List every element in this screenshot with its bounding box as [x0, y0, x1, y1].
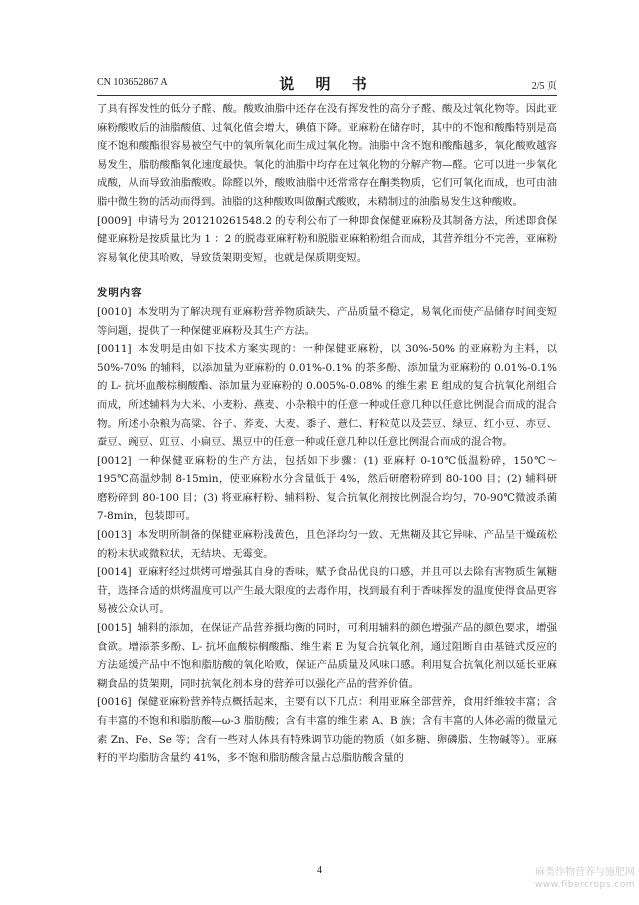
watermark-url: www.fibercrops.com — [535, 880, 635, 890]
paragraph-text: 了具有挥发性的低分子醛、酸。酸败油脂中还存在没有挥发性的高分子醛、酸及过氧化物等。因此亚麻粉酸败后的油脂酸值、过氧化值会增大，碘值下降。亚麻粉在储存时，其中的不饱和酸酯特别是高度不饱和酸酯很容易被空气中的氧所氧化而生成过氧化物。油脂中含不饱和酸酯越多，氧化酸败越容易发生，脂肪酸酯氧化速度最快。氧化的油脂中均存在过氧化物的分解产物—醛。它可以进一步氧化成酸，从而导致油脂酸败。除醛以外，酸败油脂中还常常存在酮类物质，它们可氧化而成，也可由油脂中微生物的活动而得到。油脂的这种酸败叫做酮式酸败，未精制过的油脂易发生这种酸败。 — [97, 103, 557, 208]
paragraph-text: 申请号为 201210261548.2 的专利公布了一种即食保健亚麻粉及其制备方法，所述即食保健亚麻粉是按质量比为 1 ：2 的脱毒亚麻籽粉和脱脂亚麻粕粉组合而成，其营养组分不完善，亚麻粉容易氧化使其哈败，导致货架期变短，也就是保质期变短。 — [97, 214, 557, 264]
paragraph-text: 一种保健亚麻粉的生产方法，包括如下步骤：(1) 亚麻籽 0-10℃低温粉碎，150℃～195℃高温炒制 8-15min，使亚麻粉水分含量低于 4%，然后研磨粉碎到 80-100 目；(2) 辅料研磨粉碎到 80-100 目；(3) 将亚麻籽粉、辅料粉、复合抗氧化剂按比例混合均匀，70-90℃微波杀菌 7-8min，包装即可。 — [97, 454, 557, 523]
header-rule — [97, 95, 557, 96]
paragraph-number: [0011] — [97, 343, 132, 356]
paragraph-text: 辅料的添加，在保证产品营养摄均衡的同时，可利用辅料的颜色增强产品的颜色要求，增强食欲。增添茶多酚、L- 抗坏血酸棕榈酸酯、维生素 E 为复合抗氧化剂，通过阻断自由基链式反应的方法延缓产品中不饱和脂肪酸的氧化哈败，保证产品质量及风味口感。利用复合抗氧化剂以延长亚麻糊食品的货架期，同时抗氧化剂本身的营养可以强化产品的营养价值。 — [97, 622, 557, 690]
paragraph-text: 本发明为了解决现有亚麻粉营养物质缺失、产品质量不稳定，易氧化而使产品储存时间变短等问题，提供了一种保健亚麻粉及其生产方法。 — [97, 305, 557, 337]
paragraph-number: [0012] — [97, 454, 132, 467]
paragraph-number: [0010] — [97, 305, 132, 318]
section-heading: 发明内容 — [97, 287, 143, 300]
paragraph-text: 本发明是由如下技术方案实现的：一种保健亚麻粉，以 30%-50% 的亚麻粉为主料，以 50%-70% 的辅料，以添加量为亚麻粉的 0.01%-0.1% 的茶多酚、添加量为亚麻粉的 0.01%-0.1% 的 L- 抗坏血酸棕榈酸酯、添加量为亚麻粉的 0.005%-0.08% 的维生素 E 组成的复合抗氧化剂组合而成，所述辅料为大米、小麦粉、燕麦、小杂粮中的任意一种或任意几种以任意比例混合而成的混合物。所述小杂粮为高粱、谷子、荞麦、大麦、黍子、薏仁、籽粒苋以及芸豆、绿豆、红小豆、赤豆、蚕豆、豌豆、豇豆、小扁豆、黑豆中的任意一种或任意几种以任意比例混合而成的混合物。 — [97, 343, 557, 449]
paragraph-0011 — [97, 340, 557, 452]
paragraph-0013 — [97, 526, 557, 563]
document-body — [97, 100, 557, 768]
page-number: 4 — [317, 865, 322, 876]
patent-number: CN 103652867 A — [97, 77, 168, 88]
paragraph-0015 — [97, 619, 557, 693]
page-header — [97, 73, 557, 93]
paragraph-number: [0009] — [97, 214, 132, 227]
document-title: 说 明 书 — [279, 75, 375, 93]
paragraph-text: 亚麻籽经过烘烤可增强其自身的香味，赋予食品优良的口感，并且可以去除有害物质生氰糖苷，选择合适的烘烤温度可以产生最大限度的去毒作用，找到最有利于香味挥发的温度使得食品更容易被公众认可。 — [97, 566, 557, 616]
watermark-text: 麻类作物营养与施肥网 — [535, 867, 635, 878]
paragraph-number: [0015] — [97, 622, 132, 635]
paragraph-text: 保健亚麻粉营养特点概括起来，主要有以下几点：利用亚麻全部营养，食用纤维较丰富；含有丰富的不饱和和脂肪酸—ω-3 脂肪酸；含有丰富的维生素 A、B 族；含有丰富的人体必需的微量元素 Zn、Fe、Se 等；含有一些对人体具有特殊调节功能的物质（如多糖、卵磷脂、生物碱等）。亚麻籽的平均脂肪含量约 41%，多不饱和脂肪酸含量占总脂肪酸含量的 — [97, 696, 557, 765]
paragraph-0009 — [97, 212, 557, 268]
page-indicator: 2/5 页 — [531, 81, 557, 92]
paragraph-number: [0016] — [97, 696, 132, 709]
watermark — [535, 867, 635, 891]
paragraph-text: 本发明所制备的保健亚麻粉浅黄色，且色泽均匀一致、无焦糊及其它异味、产品呈干燥疏松的粉末状或微粒状，无结块、无霉变。 — [97, 529, 557, 560]
paragraph-0012 — [97, 452, 557, 526]
paragraph-continued — [97, 100, 557, 212]
paragraph-0010 — [97, 303, 557, 340]
paragraph-0014 — [97, 563, 557, 619]
paragraph-0016 — [97, 693, 557, 767]
paragraph-number: [0014] — [97, 566, 132, 579]
paragraph-number: [0013] — [97, 529, 132, 542]
section-spacer — [97, 267, 557, 284]
